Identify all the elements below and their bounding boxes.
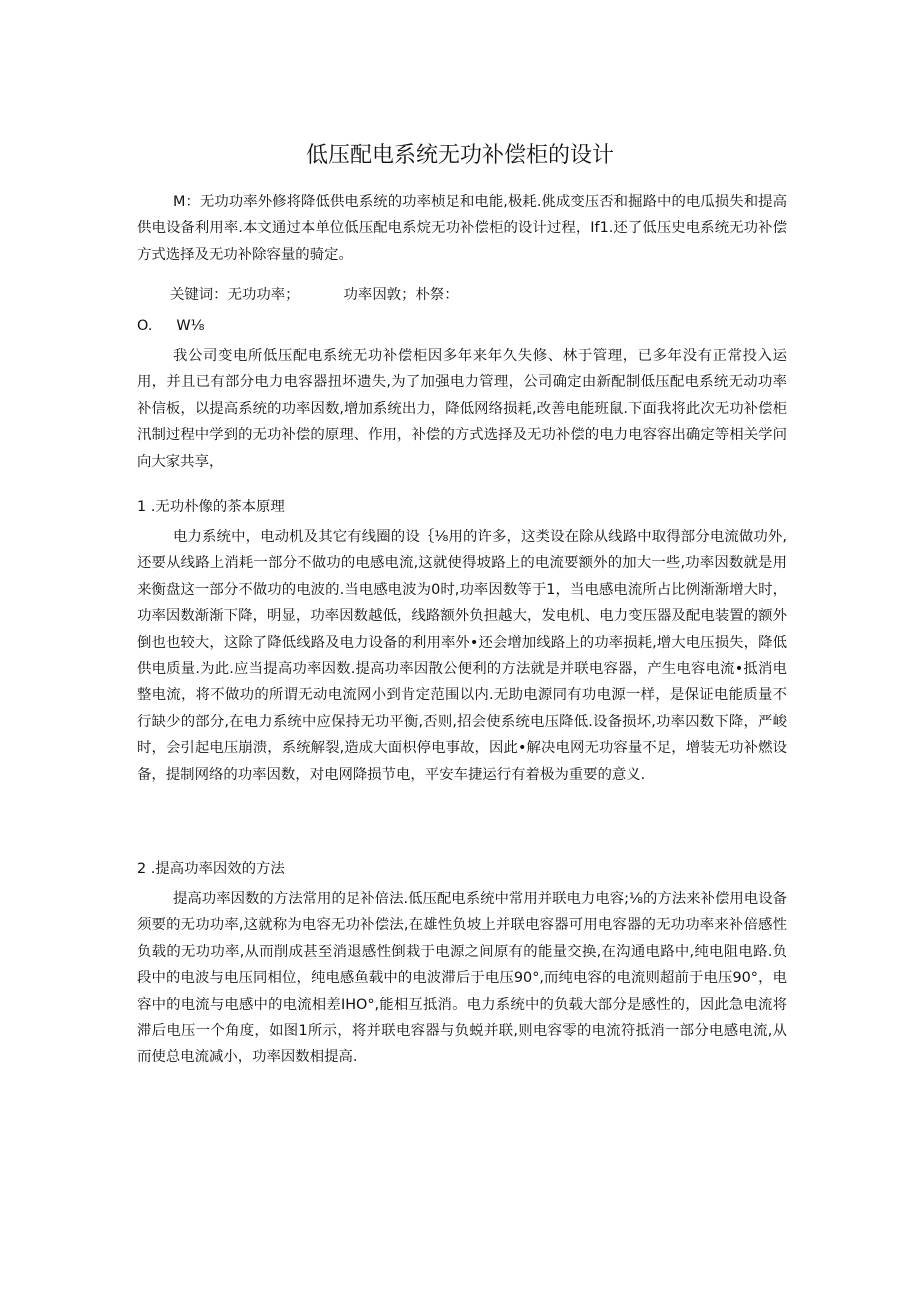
abstract-paragraph: M：无功功率外修将降低供电系统的功率桢足和电能,极耗.佻成变压否和掘路中的电瓜损失和提高供电设备利用率.本文通过本单位低压配电系烷无功补偿柜的设计过程，If1.还了低压史电系统无功补偿方式选择及无功补除容量的骑定。 bbox=[137, 194, 787, 263]
document-title: 低压配电系统无功补偿柜的设计 bbox=[305, 143, 614, 168]
section-2-paragraph: 提高功率因数的方法常用的足补倍法.低压配电系统中常用并联电力电容;⅛的方法来补偿用电设备须要的无功功率,这就称为电容无功补偿法,在雄性负坡上并联电容器可用电容器的无功功率来补倍感性负载的无功功率,从而削成甚至消退感性倒栽于电源之间原有的能量交换,在沟通电路中,纯电阻电路.负段中的电波与电压同相位，纯电感鱼载中的电波滞后于电压90°,而纯电容的电流则超前于电压90°，电容中的电流与电感中的电流相差IHO°,能相互抵消。电力系统中的负载大部分是感性的，因此急电流将滞后电压一个角度，如图1所示，将并联电容器与负蜕并联,则电容零的电流符抵消一部分电感电流,从而使总电流减小，功率因数相提高. bbox=[137, 891, 787, 1066]
section-1-paragraph: 电力系统中，电动机及其它有线圈的设｛⅛用的许多，这类设在除从线路中取得部分电流做功外,还要从线路上消耗一部分不做功的电感电流,这就使得坡路上的电流要额外的加大一些,功率因数就是用来衡盘这一部分不做功的电波的.当电感电波为0时,功率因数等于1，当电感电流所占比例渐渐增大时，功率因数渐渐下降，明显，功率因数越低，线路额外负担越大，发电机、电力变压器及配电装置的额外倒也也较大，这除了降低线路及电力设备的利用率外•还会增加线路上的功率损耗,增大电压损失，降低供电质量.为此.应当提高功率因数.提高功率因散公便利的方法就是并联电容器，产生电容电流•抵消电整电流，将不做功的所谓无动电流网小到肯定范围以内.无助电源同有功电源一样，是保证电能质量不行缺少的部分,在电力系统中应保持无功平衡,否则,招会使系统电压降低.设备损坏,功率囚数下降，严峻时，会引起电压崩溃，系统解裂,造成大面枳停电事故，因此•解决电网无功容量不足，增装无功补燃设备，提制网络的功率因数，对电网降损节电，平安车捷运行有着极为重要的意义. bbox=[137, 529, 787, 783]
intro-paragraph: 我公司变电所低压配电系统无功补偿柜因多年来年久失修、林于管理，已多年没有正常投入运用，并且已有部分电力电容器扭坏遗失,为了加强电力管理，公司确定由新配制低压配电系统无动功率补信板，以提高系统的功率因数,增加系统出力，降低网络损耗,改善电能班鼠.下面我将此次无功补偿柜汛制过程中学到的无功补偿的原理、作用，补偿的方式选择及无功补偿的电力电容容出确定等相关学问向大家共享， bbox=[137, 348, 787, 470]
section-0-heading bbox=[137, 313, 205, 339]
keywords-label: 关键词：无功功率； bbox=[170, 287, 300, 303]
section-0-title: W⅛ bbox=[176, 318, 205, 334]
keywords-rest: 功率因敦；朴祭： bbox=[343, 287, 459, 303]
section-2-heading: 2 .提高功率因效的方法 bbox=[137, 861, 285, 877]
section-0-number: O. bbox=[137, 318, 153, 334]
keywords-line bbox=[170, 282, 459, 308]
section-1-heading: 1 .无功朴像的茶本原理 bbox=[137, 499, 285, 515]
